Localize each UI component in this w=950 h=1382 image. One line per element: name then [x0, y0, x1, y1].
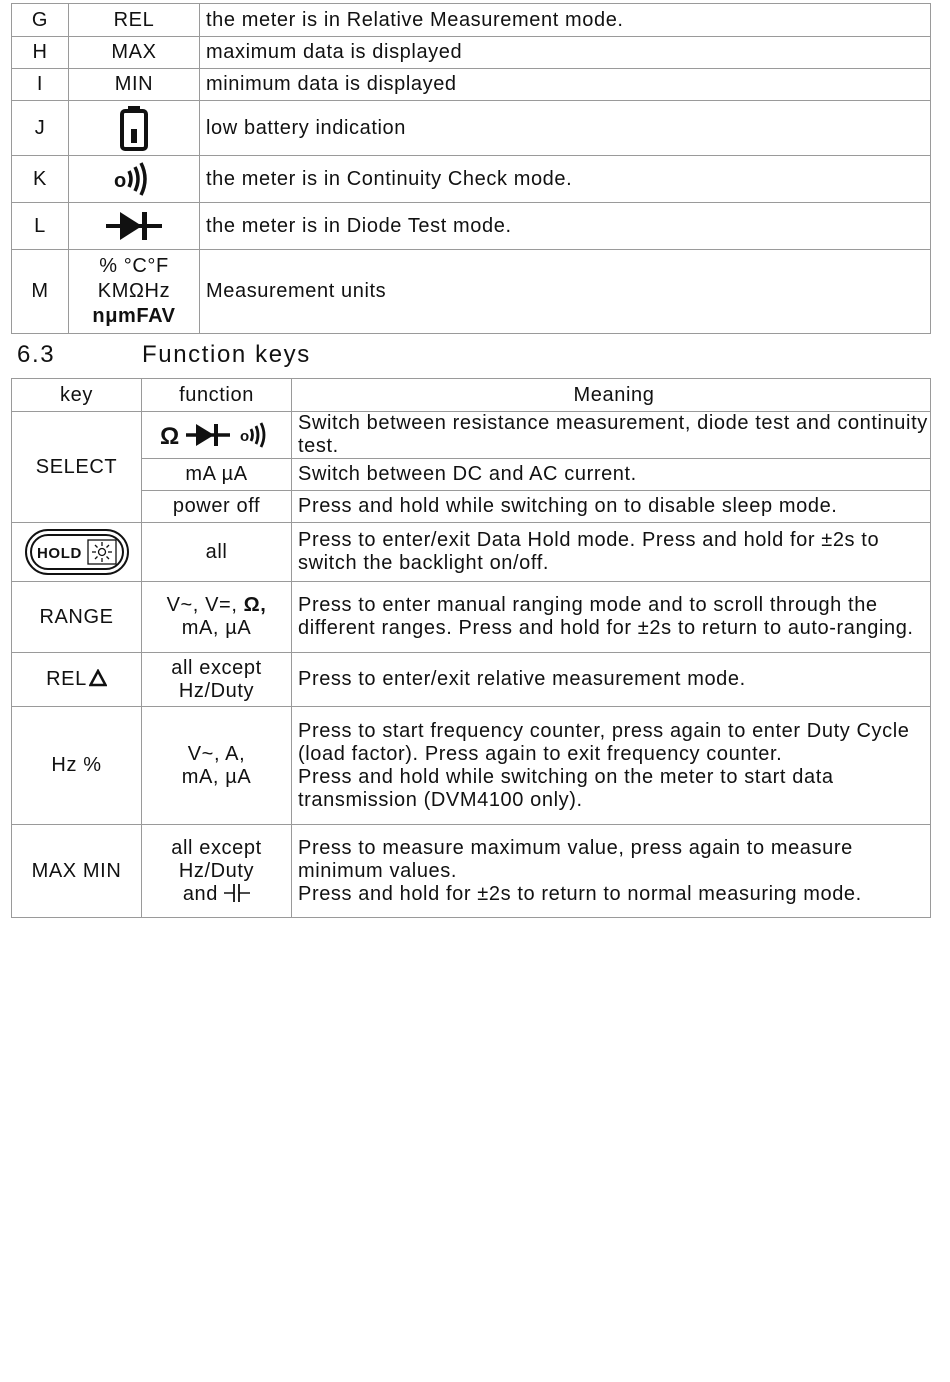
- key-cell: [12, 653, 142, 707]
- table-row: [12, 653, 931, 707]
- units-line: KMΩHz: [97, 280, 171, 302]
- function-cell: [142, 582, 292, 653]
- key-text: REL: [46, 668, 87, 690]
- function-cell: [142, 412, 292, 459]
- battery-icon: [119, 105, 149, 151]
- legend-symbol: [69, 203, 200, 250]
- legend-letter: K: [12, 156, 69, 203]
- function-text: V~, A,: [187, 742, 246, 765]
- meaning-paragraph: Press and hold while switching on the meter to start data transmission (DVM4100 only).: [298, 765, 834, 811]
- legend-description: the meter is in Diode Test mode.: [200, 203, 931, 250]
- legend-letter: G: [12, 4, 69, 37]
- function-text: Hz/Duty: [178, 859, 255, 882]
- legend-symbol-units: [69, 250, 200, 334]
- function-keys-table: [11, 378, 931, 918]
- table-row: [12, 707, 931, 825]
- hold-backlight-button-icon: [24, 528, 130, 576]
- table-row: [12, 825, 931, 918]
- meaning-paragraph: Press and hold for ±2s to return to normal measuring mode.: [298, 882, 862, 905]
- legend-description: minimum data is displayed: [200, 69, 931, 101]
- diode-icon: [106, 209, 162, 243]
- legend-description: low battery indication: [200, 101, 931, 156]
- table-row: [12, 250, 931, 334]
- meaning-cell: [292, 707, 931, 825]
- ohm-icon: Ω: [159, 423, 180, 450]
- function-text: all except: [171, 836, 262, 859]
- table-header-row: [12, 379, 931, 412]
- legend-letter: I: [12, 69, 69, 101]
- svg-text:o: o: [239, 428, 250, 445]
- table-row: [12, 582, 931, 653]
- section-number: 6.3: [17, 341, 56, 368]
- function-text: Hz/Duty: [178, 679, 255, 702]
- legend-description: the meter is in Relative Measurement mode.: [200, 4, 931, 37]
- table-row: [12, 101, 931, 156]
- key-cell: [12, 523, 142, 582]
- function-text: V~, V=,: [166, 594, 244, 616]
- legend-symbol: [69, 101, 200, 156]
- meaning-cell: Press to enter manual ranging mode and to scroll through the different ranges. Press and hold for ±2s to return to auto-ranging.: [292, 582, 931, 653]
- table-row: [12, 69, 931, 101]
- meaning-cell: Switch between DC and AC current.: [292, 459, 931, 491]
- function-cell: power off: [142, 491, 292, 523]
- display-legend-table: [11, 3, 931, 334]
- legend-letter: J: [12, 101, 69, 156]
- function-text-bold: Ω,: [243, 594, 267, 616]
- table-row: [12, 523, 931, 582]
- continuity-icon: [114, 162, 154, 196]
- key-cell: Hz %: [12, 707, 142, 825]
- table-row: [12, 491, 931, 523]
- legend-letter: L: [12, 203, 69, 250]
- header-function: function: [142, 379, 292, 412]
- function-cell: mA µA: [142, 459, 292, 491]
- function-text: mA, µA: [181, 617, 252, 639]
- table-row: [12, 156, 931, 203]
- svg-text:o: o: [114, 170, 127, 192]
- table-row: [12, 4, 931, 37]
- table-row: [12, 203, 931, 250]
- legend-symbol: MIN: [69, 69, 200, 101]
- meaning-cell: Switch between resistance measurement, diode test and continuity test.: [292, 412, 931, 459]
- section-heading: [17, 341, 311, 369]
- continuity-icon: [240, 423, 264, 447]
- meaning-cell: Press to enter/exit relative measurement mode.: [292, 653, 931, 707]
- legend-symbol: [69, 156, 200, 203]
- function-cell: all: [142, 523, 292, 582]
- delta-icon: [89, 669, 107, 687]
- function-cell: [142, 707, 292, 825]
- table-row: [12, 459, 931, 491]
- function-text: and: [182, 882, 218, 905]
- function-cell: [142, 653, 292, 707]
- meaning-paragraph: Press to start frequency counter, press again to enter Duty Cycle (load factor). Press again to exit frequency counter.: [298, 719, 910, 765]
- units-line: % °C°F: [99, 255, 169, 277]
- units-line: nμmFAV: [92, 305, 176, 327]
- function-text: all except: [171, 656, 262, 679]
- table-row: [12, 412, 931, 459]
- function-cell: [142, 825, 292, 918]
- select-function-icons: [158, 420, 276, 450]
- section-title: Function keys: [142, 341, 311, 368]
- function-text: mA, µA: [181, 765, 252, 788]
- legend-letter: M: [12, 250, 69, 334]
- meaning-cell: Press to enter/exit Data Hold mode. Press and hold for ±2s to switch the backlight on/off.: [292, 523, 931, 582]
- capacitor-icon: [224, 883, 250, 903]
- diode-icon: [186, 424, 230, 446]
- header-key: key: [12, 379, 142, 412]
- key-cell: MAX MIN: [12, 825, 142, 918]
- legend-symbol: MAX: [69, 37, 200, 69]
- legend-description: the meter is in Continuity Check mode.: [200, 156, 931, 203]
- meaning-cell: Press and hold while switching on to disable sleep mode.: [292, 491, 931, 523]
- legend-description: maximum data is displayed: [200, 37, 931, 69]
- key-cell: RANGE: [12, 582, 142, 653]
- meaning-cell: [292, 825, 931, 918]
- meaning-paragraph: Press to measure maximum value, press again to measure minimum values.: [298, 836, 853, 882]
- legend-letter: H: [12, 37, 69, 69]
- table-row: [12, 37, 931, 69]
- header-meaning: Meaning: [292, 379, 931, 412]
- svg-text:HOLD: HOLD: [36, 545, 82, 562]
- key-cell: SELECT: [12, 412, 142, 523]
- legend-description: Measurement units: [200, 250, 931, 334]
- legend-symbol: REL: [69, 4, 200, 37]
